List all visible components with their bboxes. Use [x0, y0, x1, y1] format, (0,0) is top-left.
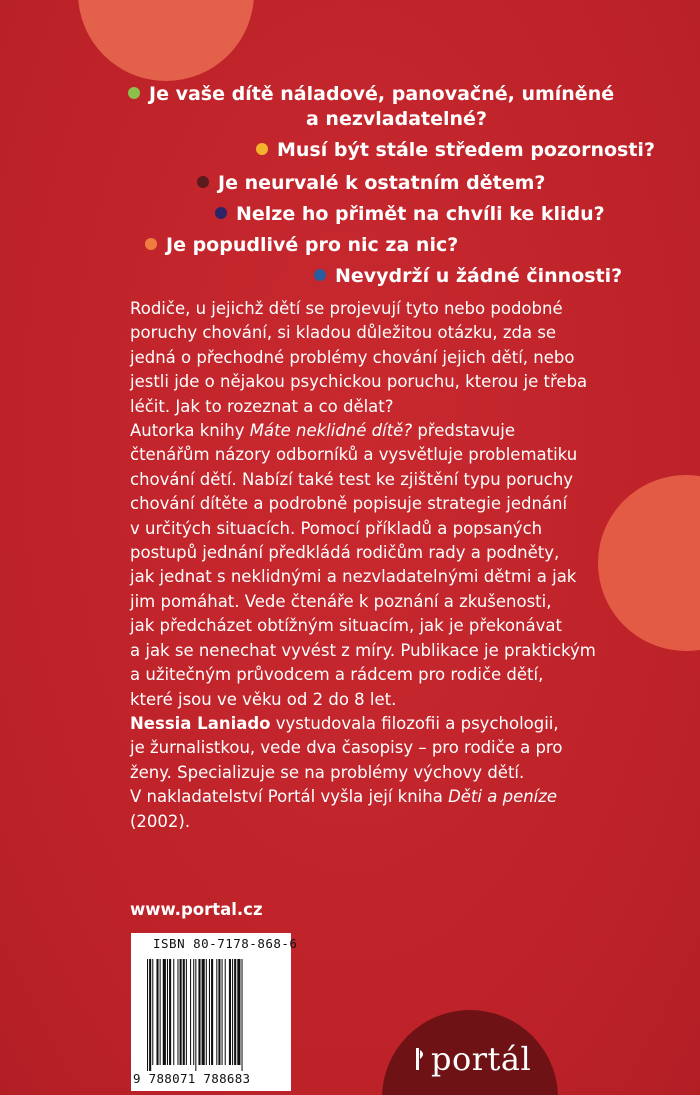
barcode-panel [131, 933, 298, 1091]
question-1-line1: Je vaše dítě náladové, panovačné, umíněné [149, 83, 615, 105]
author-name: Nessia Laniado [130, 714, 271, 733]
dot-icon [314, 269, 326, 281]
author-bio: Nessia Laniado vystudovala filozofii a psychologii, je žurnalistkou, vede dva časopisy – pro rodiče a pro ženy. Specializuje se na problémy výchovy dětí. V nakladatelství Portál vyšla její kniha Děti a peníze (2002). [130, 714, 563, 831]
question-5: Je popudlivé pro nic za nic? [145, 233, 458, 258]
dot-icon [145, 238, 157, 250]
barcode-icon [147, 959, 277, 1071]
question-6: Nevydrží u žádné činnosti? [314, 264, 622, 289]
question-4: Nelze ho přimět na chvíli ke klidu? [215, 202, 605, 227]
website-url: www.portal.cz [130, 900, 263, 919]
decorative-circle-top [78, 0, 254, 81]
ean-number: 9 788071 788683 [133, 1071, 251, 1086]
book-title: Máte neklidné dítě? [249, 421, 413, 441]
dot-icon [256, 143, 268, 155]
portal-logo-icon [415, 1044, 427, 1074]
dot-icon [197, 176, 209, 188]
author-book-title: Děti a peníze [448, 787, 558, 807]
dot-icon [215, 207, 227, 219]
question-2: Musí být stále středem pozornosti? [256, 138, 655, 163]
question-1-line2: a nezvladatelné? [306, 108, 487, 130]
description-line-title: Autorka knihy Máte neklidné dítě? představuje [130, 421, 515, 441]
description: Rodiče, u jejichž dětí se projevují tyto nebo podobné poruchy chování, si kladou důležitou otázku, zda se jedná o přechodné problémy chování jejich dětí, nebo jestli jde o nějakou psychickou poruchu, kterou je třeba léčit. Jak to rozeznat a co dělat? Autorka knihy Máte neklidné dítě? představuje čtenářům názory odborníků a vysvětluje problematiku chování dětí. Nabízí také test ke zjištění typu poruchy chování dítěte a podrobně popisuje strategie jednání v určitých situacích. Pomocí příkladů a popsaných postupů jednání předkládá rodičům rady a podněty, jak jednat s neklidnými a nezvladatelnými dětmi a jak jim pomáhat. Vede čtenáře k poznání a zkušenosti, jak předcházet obtížným situacím, jak je překonávat a jak se nenechat vyvést z míry. Publikace je praktickým a užitečným průvodcem a rádcem pro rodiče dětí, které jsou ve věku od 2 do 8 let. [130, 297, 700, 712]
dot-icon [128, 87, 140, 99]
isbn-number: ISBN 80-7178-868-6 [153, 936, 298, 951]
publisher-logo: portál [415, 1040, 531, 1078]
question-3: Je neurvalé k ostatním dětem? [197, 171, 545, 196]
question-1 [128, 82, 614, 132]
